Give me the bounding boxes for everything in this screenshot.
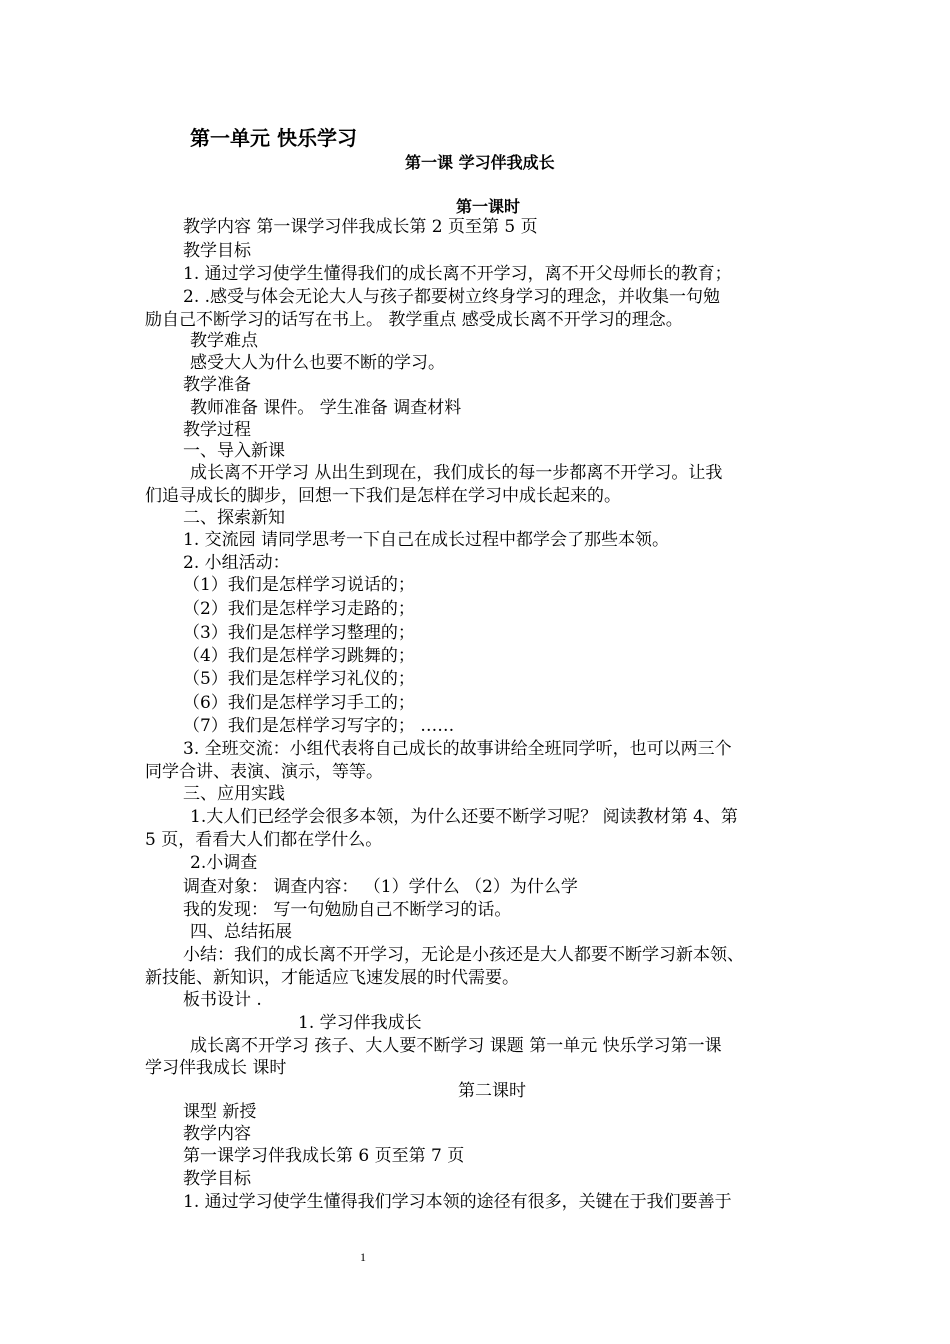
text-line: 3. 全班交流：小组代表将自己成长的故事讲给全班同学听，也可以两三个 xyxy=(183,739,732,759)
text-line: 教师准备 课件。 学生准备 调查材料 xyxy=(190,398,462,418)
text-line: 学习伴我成长 课时 xyxy=(145,1058,287,1078)
text-line: （4）我们是怎样学习跳舞的； xyxy=(183,646,415,666)
text-line: 教学准备 xyxy=(183,375,251,395)
text-line: 教学内容 第一课学习伴我成长第 2 页至第 5 页 xyxy=(183,217,538,237)
text-line: 5 页，看看大人们都在学什么。 xyxy=(145,830,383,850)
text-line: 调查对象： 调查内容： （1）学什么 （2）为什么学 xyxy=(183,877,578,897)
text-line: 教学目标 xyxy=(183,241,251,261)
text-line: 同学合讲、表演、演示，等等。 xyxy=(145,762,383,782)
text-line: 三、应用实践 xyxy=(183,784,285,804)
text-line: 1. 交流园 请同学思考一下自己在成长过程中都学会了那些本领。 xyxy=(183,530,670,550)
text-line: 2.小调查 xyxy=(190,853,258,873)
text-line: 感受大人为什么也要不断的学习。 xyxy=(190,353,445,373)
text-line: 教学难点 xyxy=(190,331,258,351)
text-line: 新技能、新知识，才能适应飞速发展的时代需要。 xyxy=(145,968,519,988)
page-number: 1 xyxy=(360,1250,366,1264)
text-line: 励自己不断学习的话写在书上。 教学重点 感受成长离不开学习的理念。 xyxy=(145,310,683,330)
text-line: 第一课学习伴我成长第 6 页至第 7 页 xyxy=(183,1146,465,1166)
text-line: 1. 通过学习使学生懂得我们的成长离不开学习，离不开父母师长的教育； xyxy=(183,264,732,284)
text-line: （6）我们是怎样学习手工的； xyxy=(183,693,415,713)
text-line: 们追寻成长的脚步，回想一下我们是怎样在学习中成长起来的。 xyxy=(145,486,621,506)
text-line: 教学目标 xyxy=(183,1169,251,1189)
period-title: 第二课时 xyxy=(458,1081,526,1101)
text-line: （7）我们是怎样学习写字的； …… xyxy=(183,716,455,736)
text-line: （1）我们是怎样学习说话的； xyxy=(183,575,415,595)
text-line: 小结：我们的成长离不开学习，无论是小孩还是大人都要不断学习新本领、 xyxy=(183,945,744,965)
text-line: 板书设计 . xyxy=(183,990,262,1010)
text-line: 成长离不开学习 从出生到现在，我们成长的每一步都离不开学习。让我 xyxy=(190,463,723,483)
text-line: 2. 小组活动： xyxy=(183,553,290,573)
text-line: 一、导入新课 xyxy=(183,441,285,461)
lesson-title: 第一课 学习伴我成长 xyxy=(405,153,555,172)
text-line: 课型 新授 xyxy=(183,1102,257,1122)
text-line: 1. 通过学习使学生懂得我们学习本领的途径有很多，关键在于我们要善于 xyxy=(183,1192,732,1212)
text-line: 1. 学习伴我成长 xyxy=(298,1013,422,1033)
text-line: 2. .感受与体会无论大人与孩子都要树立终身学习的理念，并收集一句勉 xyxy=(183,287,721,307)
text-line: （5）我们是怎样学习礼仪的； xyxy=(183,669,415,689)
text-line: 我的发现： 写一句勉励自己不断学习的话。 xyxy=(183,900,512,920)
text-line: （3）我们是怎样学习整理的； xyxy=(183,623,415,643)
text-line: 四、总结拓展 xyxy=(190,922,292,942)
text-line: 成长离不开学习 孩子、大人要不断学习 课题 第一单元 快乐学习第一课 xyxy=(190,1036,722,1056)
text-line: 教学内容 xyxy=(183,1124,251,1144)
text-line: （2）我们是怎样学习走路的； xyxy=(183,599,415,619)
period-title: 第一课时 xyxy=(456,197,521,216)
text-line: 教学过程 xyxy=(183,420,251,440)
unit-title: 第一单元 快乐学习 xyxy=(190,126,357,150)
text-line: 1.大人们已经学会很多本领，为什么还要不断学习呢？ 阅读教材第 4、第 xyxy=(190,807,738,827)
text-line: 二、探索新知 xyxy=(183,508,285,528)
